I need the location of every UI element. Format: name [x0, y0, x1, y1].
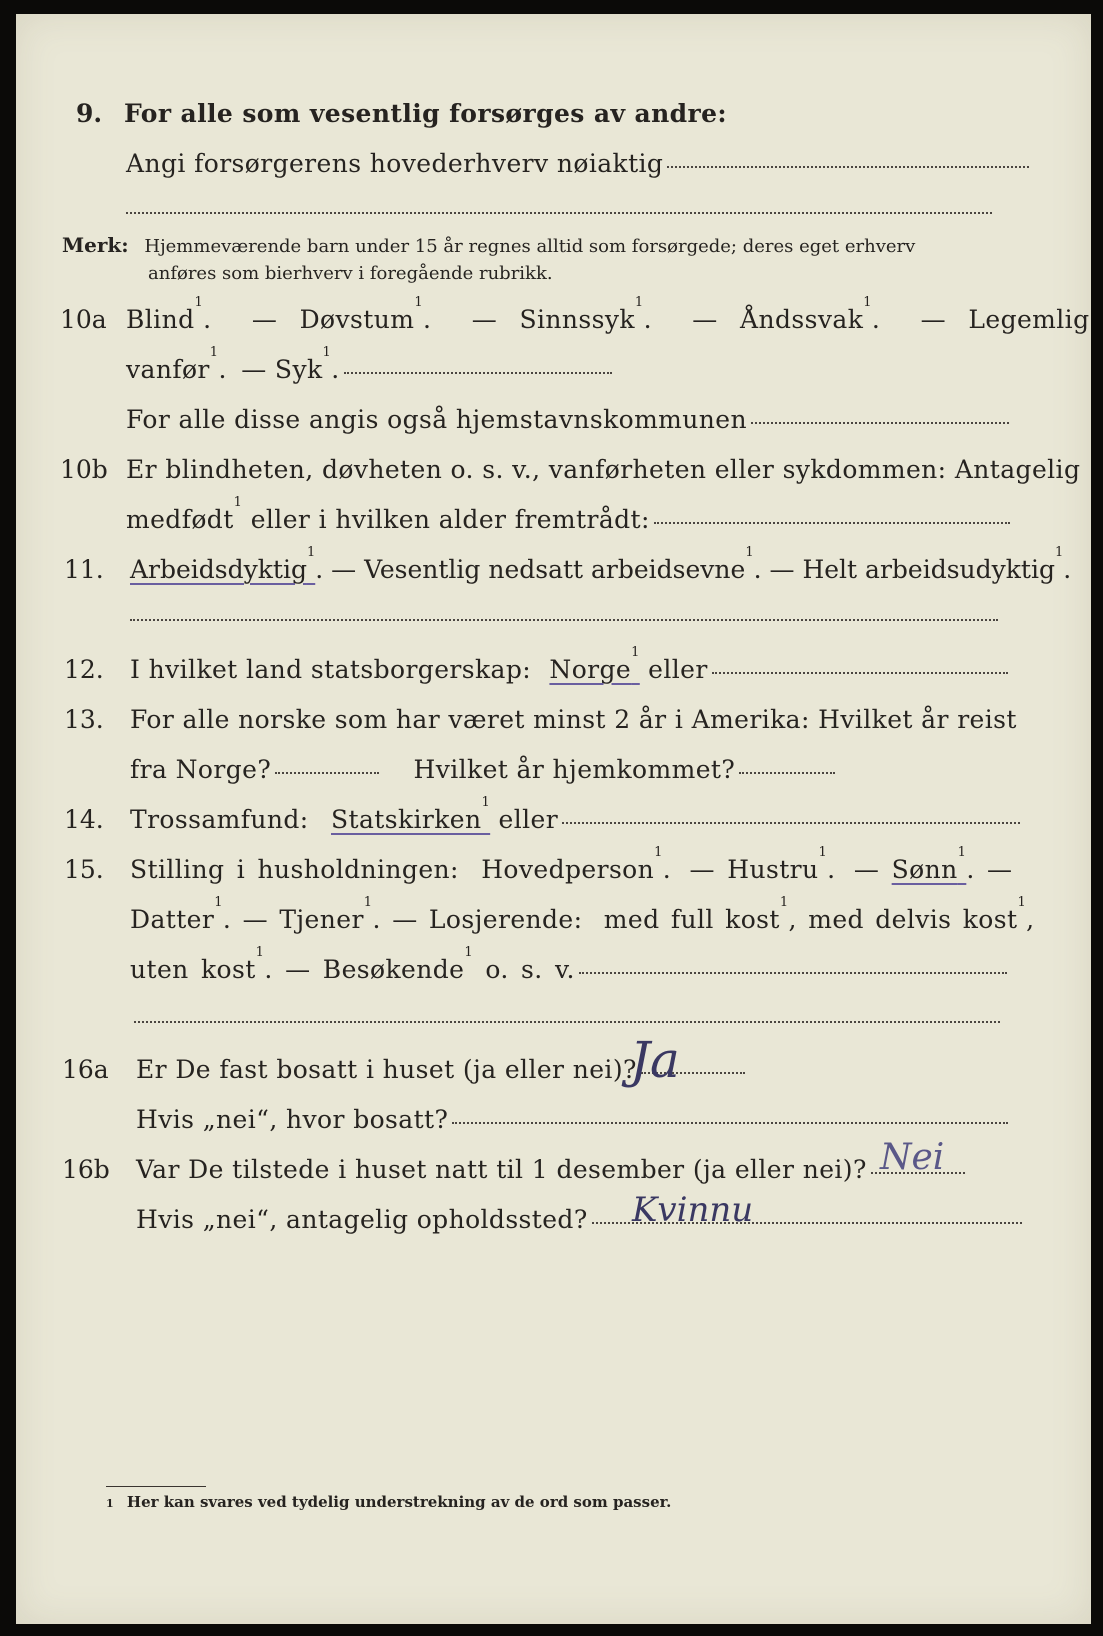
- q16b-line1: [136, 1155, 965, 1185]
- q16a-bosatt-field[interactable]: [452, 1122, 1008, 1124]
- option-sonn[interactable]: Sønn$^1$: [891, 845, 967, 884]
- q13-reist-field[interactable]: [275, 772, 379, 774]
- q12-country-field[interactable]: [712, 672, 1008, 674]
- q10a-line3: [126, 405, 1009, 435]
- q12-eller: eller: [648, 655, 708, 684]
- merk-line1: Hjemmeværende barn under 15 år regnes alltid som forsørgede; deres eget erhverv: [144, 236, 916, 257]
- q15-osv: o. s. v.: [485, 955, 575, 984]
- option-datter[interactable]: Datter$^1$.: [130, 895, 232, 934]
- q16a-handwritten-answer: Ja: [630, 1031, 680, 1089]
- option-hovedperson[interactable]: Hovedperson$^1$.: [481, 845, 672, 884]
- q15-line3: [130, 945, 1007, 985]
- q13-line1: For alle norske som har været minst 2 år i Amerika: Hvilket år reist: [130, 705, 1017, 734]
- q12-text: I hvilket land statsborgerskap:: [130, 655, 532, 684]
- option-blind[interactable]: Blind$^1$.: [126, 295, 212, 334]
- q13-hjemkommet-text: Hvilket år hjemkommet?: [413, 755, 736, 784]
- q16b-handwritten-answer: Nei: [880, 1137, 945, 1178]
- q16b-handwritten-opholdssted: Kvinnu: [632, 1190, 754, 1230]
- q9-number: 9.: [76, 99, 103, 128]
- q15-number: 15.: [64, 855, 104, 884]
- q9-answer-field-2[interactable]: [126, 212, 992, 214]
- option-hustru[interactable]: — Hustru$^1$.: [689, 845, 836, 884]
- footnote-text: Her kan svares ved tydelig understrekning av de ord som passer.: [126, 1493, 672, 1511]
- q13-line2: [130, 755, 835, 785]
- q10a-line2: [126, 345, 612, 385]
- q9-line1: For alle som vesentlig forsørges av andre:: [124, 99, 728, 128]
- q15-line2: [130, 895, 1035, 935]
- option-arbeidsdyktig[interactable]: Arbeidsdyktig$^1$: [130, 545, 316, 584]
- q13-fra-norge-text: fra Norge?: [130, 755, 272, 784]
- option-arbeidsudyktig[interactable]: — Helt arbeidsudyktig$^1$.: [769, 545, 1072, 584]
- q15-dash: —: [987, 855, 1013, 884]
- q15-stilling-field[interactable]: [579, 972, 1007, 974]
- q15-line1: Stilling i husholdningen: Hovedperson$^1$. — Hustru$^1$. — Sønn$^1$. —: [130, 845, 1013, 884]
- option-full-kost[interactable]: med full kost$^1$,: [603, 895, 797, 934]
- q11-number: 11.: [64, 555, 104, 584]
- q15-answer-field-2[interactable]: [134, 1021, 1000, 1023]
- option-losjerende[interactable]: — Losjerende:: [392, 905, 583, 934]
- q16a-question: Er De fast bosatt i huset (ja eller nei)?: [136, 1055, 637, 1084]
- q16b-opholdssted-question: Hvis „nei“, antagelig opholdssted?: [136, 1205, 588, 1234]
- q11-line1: Arbeidsdyktig$^1$. — Vesentlig nedsatt arbeidsevne$^1$. — Helt arbeidsudyktig$^1$.: [130, 545, 1072, 584]
- option-medfodt[interactable]: medfødt$^1$: [126, 495, 243, 534]
- q9-answer-field[interactable]: [667, 166, 1029, 168]
- option-tjener[interactable]: — Tjener$^1$.: [242, 895, 381, 934]
- q16a-bosatt-question: Hvis „nei“, hvor bosatt?: [136, 1105, 449, 1134]
- merk-note: [62, 233, 915, 259]
- q9-line2-text: Angi forsørgerens hovederhverv nøiaktig: [126, 149, 664, 178]
- q16a-line2: [136, 1105, 1008, 1135]
- q13-number: 13.: [64, 705, 104, 734]
- option-uten-kost[interactable]: uten kost$^1$.: [130, 945, 273, 984]
- q13-hjemkommet-field[interactable]: [739, 772, 835, 774]
- q11-answer-field[interactable]: [130, 619, 998, 621]
- q12-number: 12.: [64, 655, 104, 684]
- q15-stilling-text: Stilling i husholdningen:: [130, 855, 459, 884]
- option-besokende[interactable]: — Besøkende$^1$: [285, 945, 473, 984]
- merk-line2: anføres som bierhverv i foregående rubrikk.: [148, 263, 553, 284]
- q16b-line2: [136, 1205, 1022, 1235]
- q10b-number: 10b: [60, 455, 108, 484]
- footnote: [106, 1492, 671, 1514]
- merk-label: Merk:: [62, 233, 129, 257]
- option-delvis-kost[interactable]: med delvis kost$^1$,: [808, 895, 1035, 934]
- q10b-alder-text: eller i hvilken alder fremtrådt:: [250, 505, 650, 534]
- q14-line1: [130, 795, 1020, 835]
- q14-eller: eller: [498, 805, 559, 834]
- q16b-number: 16b: [62, 1155, 110, 1184]
- q14-trossamfund-field[interactable]: [562, 822, 1020, 824]
- q10a-line1: [126, 295, 1090, 335]
- q10a-hjemstavn-text: For alle disse angis også hjemstavnskommunen: [126, 405, 747, 434]
- option-legemlig[interactable]: — Legemlig: [920, 305, 1090, 334]
- option-andssvak[interactable]: — Åndssvak$^1$.: [692, 295, 881, 334]
- q12-line1: [130, 645, 1008, 685]
- option-statskirken[interactable]: Statskirken$^1$: [331, 795, 491, 834]
- q10a-hjemstavn-field[interactable]: [751, 422, 1009, 424]
- q10a-syk-field[interactable]: [344, 372, 612, 374]
- q10a-number: 10a: [60, 305, 107, 334]
- q14-number: 14.: [64, 805, 104, 834]
- dash: —: [853, 855, 880, 884]
- q10b-line1: Er blindheten, døvheten o. s. v., vanførheten eller sykdommen: Antagelig: [126, 455, 1081, 484]
- q16a-number: 16a: [62, 1055, 109, 1084]
- option-sinnssyk[interactable]: — Sinnssyk$^1$.: [471, 295, 652, 334]
- option-norge[interactable]: Norge$^1$: [549, 645, 640, 684]
- q9-line2: [126, 149, 1029, 179]
- q10b-alder-field[interactable]: [654, 522, 1010, 524]
- option-nedsatt-arbeidsevne[interactable]: — Vesentlig nedsatt arbeidsevne$^1$.: [331, 545, 762, 584]
- option-syk[interactable]: — Syk$^1$.: [241, 345, 340, 384]
- footnote-mark: 1: [106, 1497, 114, 1510]
- q10b-line2: [126, 495, 1010, 535]
- footnote-separator: [106, 1486, 206, 1487]
- option-dovstum[interactable]: — Døvstum$^1$.: [251, 295, 432, 334]
- q16b-question: Var De tilstede i huset natt til 1 desember (ja eller nei)?: [136, 1155, 867, 1184]
- q14-text: Trossamfund:: [130, 805, 309, 834]
- option-vanfor[interactable]: vanfør$^1$.: [126, 345, 227, 384]
